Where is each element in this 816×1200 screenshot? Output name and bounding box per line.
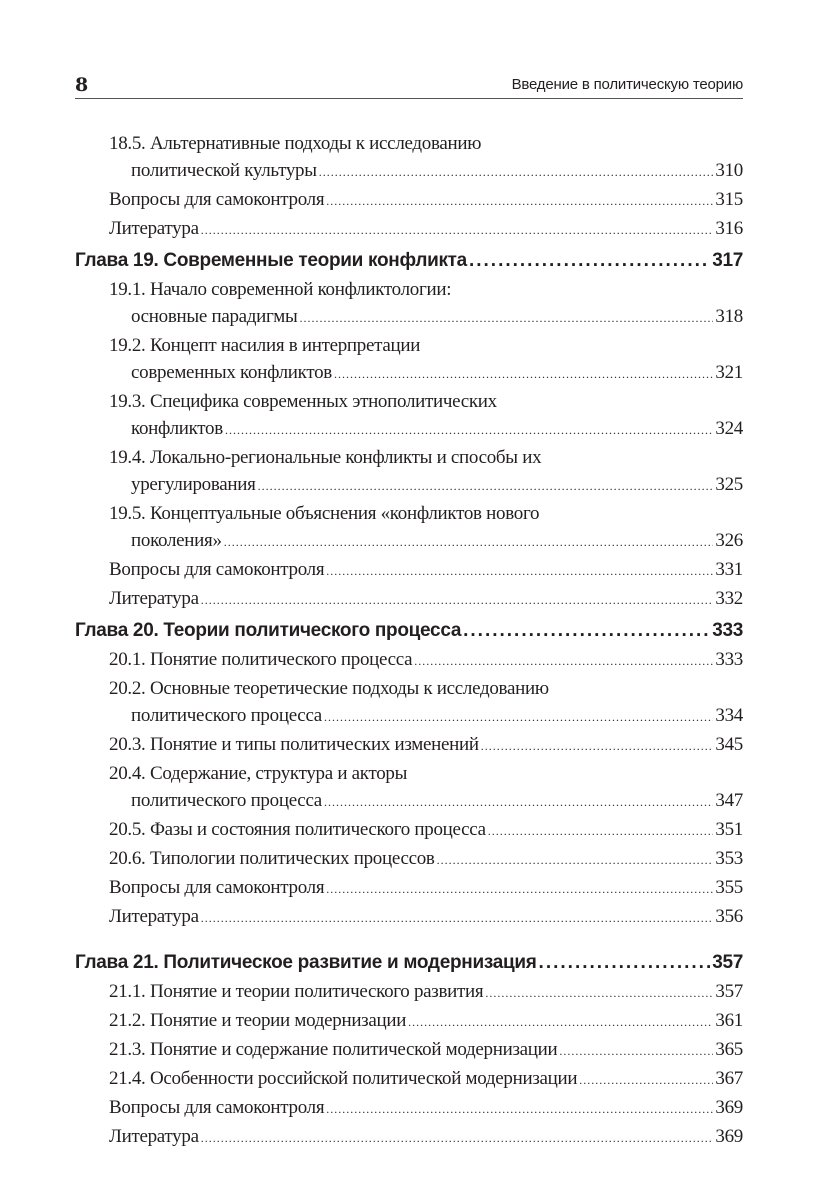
toc-entry-literature-18[interactable] bbox=[75, 215, 743, 244]
toc-entry-18-5[interactable] bbox=[75, 130, 743, 186]
toc-entry-title: 21.1. Понятие и теории политического развития bbox=[109, 981, 484, 1002]
toc-entry-title: 21.2. Понятие и теории модернизации bbox=[109, 1010, 407, 1031]
leader-dots bbox=[408, 1009, 713, 1036]
leader-dots bbox=[488, 818, 714, 845]
toc-entry-title: 19.1. Начало современной конфликтологии: bbox=[109, 279, 452, 300]
toc-page-number: 326 bbox=[715, 530, 743, 551]
toc-page-number: 357 bbox=[715, 981, 743, 1002]
toc-entry-20-2[interactable] bbox=[75, 675, 743, 731]
leader-dots bbox=[326, 1096, 713, 1123]
toc-entry-20-3[interactable] bbox=[75, 731, 743, 760]
toc-entry-literature-20[interactable] bbox=[75, 903, 743, 932]
toc-entry-title: 20.5. Фазы и состояния политического процесса bbox=[109, 819, 486, 840]
toc-entry-title: 19.4. Локально-региональные конфликты и способы их bbox=[109, 447, 542, 468]
leader-dots bbox=[334, 361, 713, 388]
leader-dots bbox=[469, 246, 710, 276]
toc-entry-title: Вопросы для самоконтроля bbox=[109, 1097, 325, 1118]
toc-page-number: 332 bbox=[715, 588, 743, 609]
toc-entry-questions-19[interactable] bbox=[75, 556, 743, 585]
toc-entry-title: 20.1. Понятие политического процесса bbox=[109, 649, 413, 670]
toc-page-number: 325 bbox=[715, 474, 743, 495]
toc-entry-title: Литература bbox=[109, 588, 199, 609]
toc-entry-title: Литература bbox=[109, 906, 199, 927]
leader-dots bbox=[326, 558, 713, 585]
chapter-title: Глава 21. Политическое развитие и модернизация bbox=[75, 952, 537, 973]
toc-entry-questions-21[interactable] bbox=[75, 1094, 743, 1123]
toc-chapter-20[interactable] bbox=[75, 616, 743, 646]
toc-page-number: 315 bbox=[715, 189, 743, 210]
book-page bbox=[75, 72, 743, 1147]
toc-entry-title-cont: конфликтов bbox=[131, 418, 223, 439]
toc-page-number: 331 bbox=[715, 559, 743, 580]
toc-entry-title-cont: поколения» bbox=[131, 530, 222, 551]
toc-entry-19-4[interactable] bbox=[75, 444, 743, 500]
toc-entry-title: 20.3. Понятие и типы политических изменений bbox=[109, 734, 479, 755]
toc-entry-21-2[interactable] bbox=[75, 1007, 743, 1036]
toc-entry-19-5[interactable] bbox=[75, 500, 743, 556]
toc-page-number: 345 bbox=[715, 734, 743, 755]
leader-dots bbox=[225, 417, 713, 444]
leader-dots bbox=[539, 948, 711, 978]
toc-entry-title: Литература bbox=[109, 218, 199, 239]
toc-entry-title: 19.5. Концептуальные объяснения «конфликтов нового bbox=[109, 503, 540, 524]
toc-page-number: 351 bbox=[715, 819, 743, 840]
toc-page-number: 357 bbox=[712, 952, 743, 973]
toc-entry-title: Литература bbox=[109, 1126, 199, 1147]
toc-page-number: 369 bbox=[715, 1097, 743, 1118]
leader-dots bbox=[224, 529, 714, 556]
leader-dots bbox=[299, 305, 713, 332]
toc-entry-title-cont: политического процесса bbox=[131, 790, 322, 811]
toc-entry-title: Вопросы для самоконтроля bbox=[109, 877, 325, 898]
toc-entry-title: 19.2. Концепт насилия в интерпретации bbox=[109, 335, 421, 356]
toc-entry-title-cont: современных конфликтов bbox=[131, 362, 332, 383]
toc-page-number: 321 bbox=[715, 362, 743, 383]
toc-page-number: 318 bbox=[715, 306, 743, 327]
leader-dots bbox=[326, 188, 713, 215]
toc-page-number: 316 bbox=[715, 218, 743, 239]
leader-dots bbox=[463, 616, 710, 646]
toc-entry-title: 20.4. Содержание, структура и акторы bbox=[109, 763, 408, 784]
toc-entry-20-1[interactable] bbox=[75, 646, 743, 675]
toc-page-number: 367 bbox=[715, 1068, 743, 1089]
toc-entry-questions-20[interactable] bbox=[75, 874, 743, 903]
leader-dots bbox=[559, 1038, 713, 1065]
table-of-contents bbox=[75, 130, 743, 1152]
toc-entry-21-4[interactable] bbox=[75, 1065, 743, 1094]
toc-entry-title-cont: политического процесса bbox=[131, 705, 322, 726]
toc-entry-19-1[interactable] bbox=[75, 276, 743, 332]
toc-entry-title-cont: основные парадигмы bbox=[131, 306, 298, 327]
toc-entry-title: 18.5. Альтернативные подходы к исследованию bbox=[109, 133, 482, 154]
toc-chapter-21[interactable] bbox=[75, 948, 743, 978]
toc-page-number: 310 bbox=[715, 160, 743, 181]
leader-dots bbox=[579, 1067, 713, 1094]
toc-page-number: 324 bbox=[715, 418, 743, 439]
toc-entry-title: 20.2. Основные теоретические подходы к исследованию bbox=[109, 678, 549, 699]
leader-dots bbox=[437, 847, 714, 874]
toc-entry-20-4[interactable] bbox=[75, 760, 743, 816]
toc-entry-literature-19[interactable] bbox=[75, 585, 743, 614]
toc-entry-title: 19.3. Специфика современных этнополитических bbox=[109, 391, 497, 412]
toc-entry-title: 20.6. Типологии политических процессов bbox=[109, 848, 435, 869]
toc-page-number: 333 bbox=[715, 649, 743, 670]
chapter-title: Глава 20. Теории политического процесса bbox=[75, 620, 462, 641]
toc-page-number: 369 bbox=[715, 1126, 743, 1147]
toc-entry-title-cont: урегулирования bbox=[131, 474, 256, 495]
toc-entry-19-2[interactable] bbox=[75, 332, 743, 388]
toc-page-number: 361 bbox=[715, 1010, 743, 1031]
chapter-title: Глава 19. Современные теории конфликта bbox=[75, 250, 467, 271]
toc-entry-21-1[interactable] bbox=[75, 978, 743, 1007]
leader-dots bbox=[201, 1125, 714, 1152]
toc-entry-title: 21.3. Понятие и содержание политической модернизации bbox=[109, 1039, 558, 1060]
page-number: 8 bbox=[75, 74, 89, 96]
leader-dots bbox=[201, 217, 714, 244]
toc-entry-21-3[interactable] bbox=[75, 1036, 743, 1065]
leader-dots bbox=[201, 587, 714, 614]
leader-dots bbox=[485, 980, 713, 1007]
toc-page-number: 333 bbox=[712, 620, 743, 641]
toc-entry-title: 21.4. Особенности российской политической модернизации bbox=[109, 1068, 578, 1089]
toc-page-number: 317 bbox=[712, 250, 743, 271]
leader-dots bbox=[324, 704, 713, 731]
toc-page-number: 334 bbox=[715, 705, 743, 726]
toc-entry-title: Вопросы для самоконтроля bbox=[109, 559, 325, 580]
leader-dots bbox=[324, 789, 713, 816]
toc-page-number: 356 bbox=[715, 906, 743, 927]
toc-entry-20-6[interactable] bbox=[75, 845, 743, 874]
section-gap bbox=[75, 932, 743, 948]
toc-page-number: 353 bbox=[715, 848, 743, 869]
toc-entry-questions-18[interactable] bbox=[75, 186, 743, 215]
toc-page-number: 355 bbox=[715, 877, 743, 898]
toc-entry-literature-21[interactable] bbox=[75, 1123, 743, 1152]
toc-entry-19-3[interactable] bbox=[75, 388, 743, 444]
toc-entry-title-cont: политической культуры bbox=[131, 160, 317, 181]
toc-page-number: 365 bbox=[715, 1039, 743, 1060]
toc-entry-20-5[interactable] bbox=[75, 816, 743, 845]
leader-dots bbox=[481, 733, 714, 760]
leader-dots bbox=[414, 648, 713, 675]
toc-chapter-19[interactable] bbox=[75, 246, 743, 276]
leader-dots bbox=[258, 473, 714, 500]
running-title: Введение в политическую теорию bbox=[511, 76, 743, 93]
leader-dots bbox=[201, 905, 714, 932]
leader-dots bbox=[326, 876, 713, 903]
running-header bbox=[75, 72, 743, 99]
toc-page-number: 347 bbox=[715, 790, 743, 811]
toc-entry-title: Вопросы для самоконтроля bbox=[109, 189, 325, 210]
leader-dots bbox=[319, 159, 714, 186]
